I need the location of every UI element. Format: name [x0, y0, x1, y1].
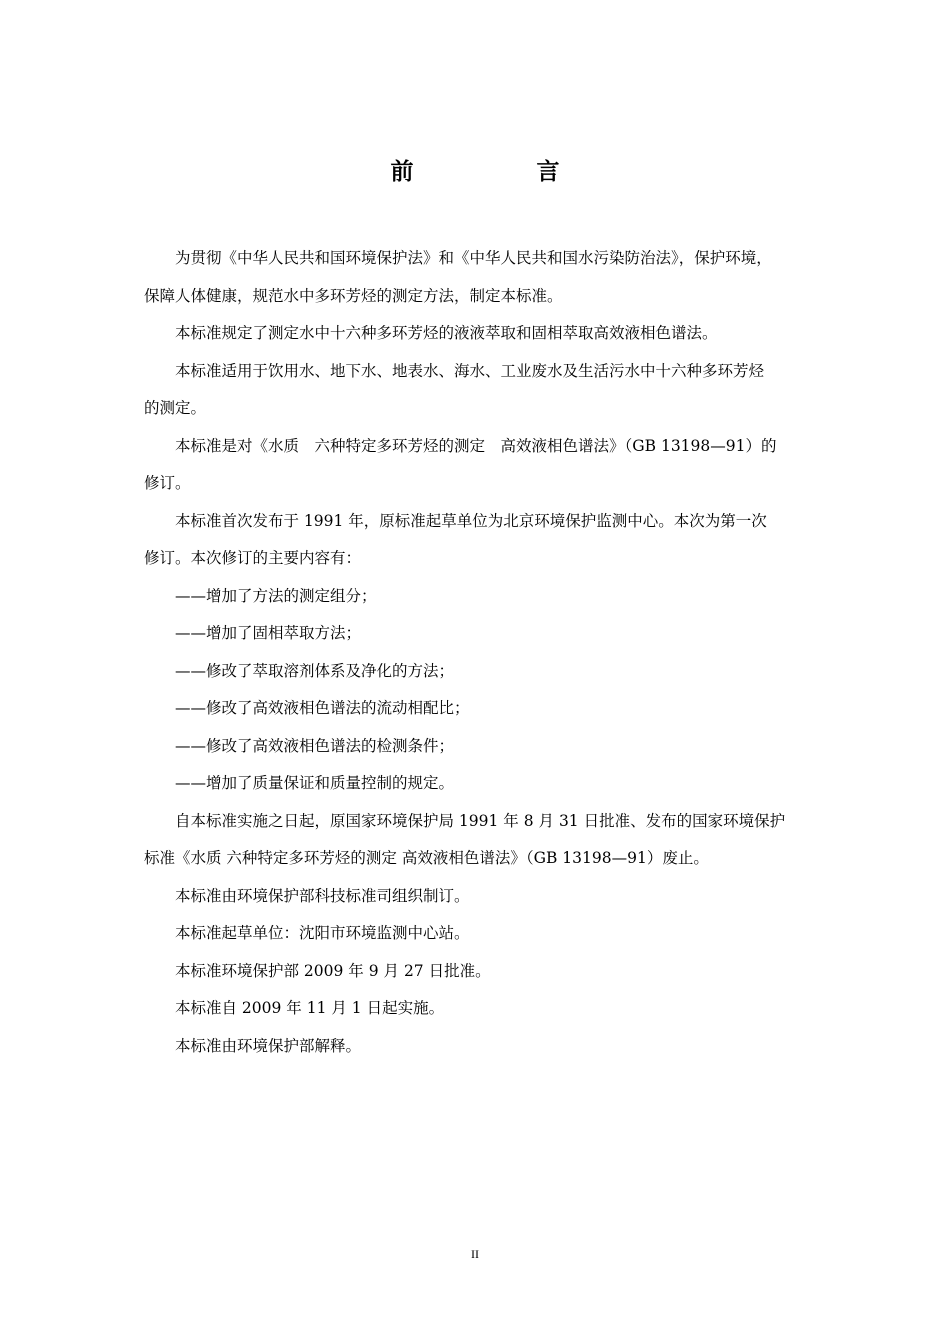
foreword-body	[144, 240, 808, 1065]
paragraph-line: 本标准适用于饮用水、地下水、地表水、海水、工业废水及生活污水中十六种多环芳烃	[175, 361, 765, 380]
paragraph-line: 本标准规定了测定水中十六种多环芳烃的液液萃取和固相萃取高效液相色谱法。	[175, 324, 718, 342]
paragraph-line: 修订。	[144, 474, 191, 492]
paragraph-line: 为贯彻《中华人民共和国环境保护法》和《中华人民共和国水污染防治法》，保护环境，	[175, 249, 772, 267]
revision-item: ——修改了萃取溶剂体系及净化的方法；	[175, 661, 455, 680]
paragraph-line: 标准《水质 六种特定多环芳烃的测定 高效液相色谱法》（GB 13198—91）废止。	[144, 849, 709, 867]
paragraph-line: 本标准自 2009 年 11 月 1 日起实施。	[175, 999, 445, 1017]
paragraph-line: 本标准环境保护部 2009 年 9 月 27 日批准。	[175, 961, 491, 980]
paragraph-line: 本标准是对《水质 六种特定多环芳烃的测定 高效液相色谱法》（GB 13198—91）的	[175, 436, 777, 455]
paragraph-organizer	[144, 878, 808, 916]
paragraph-approval	[144, 953, 808, 991]
paragraph-drafter	[144, 915, 808, 953]
paragraph-line: 本标准由环境保护部解释。	[175, 1036, 362, 1055]
revision-item: ——修改了高效液相色谱法的流动相配比；	[175, 699, 470, 717]
paragraph-line: 本标准首次发布于 1991 年，原标准起草单位为北京环境保护监测中心。本次为第一次	[175, 511, 767, 530]
page-number: II	[471, 1247, 479, 1261]
paragraph-line: 本标准由环境保护部科技标准司组织制订。	[175, 886, 470, 905]
revision-item: ——修改了高效液相色谱法的检测条件；	[175, 736, 455, 755]
paragraph-line: 修订。本次修订的主要内容有：	[144, 549, 362, 567]
paragraph-line: 保障人体健康，规范水中多环芳烃的测定方法，制定本标准。	[144, 286, 563, 305]
revision-item: ——增加了质量保证和质量控制的规定。	[175, 774, 455, 792]
revision-item: ——增加了固相萃取方法；	[175, 624, 362, 642]
paragraph-line: 的测定。	[144, 399, 207, 417]
paragraph-line: 自本标准实施之日起，原国家环境保护局 1991 年 8 月 31 日批准、发布的国家环境保护	[175, 811, 786, 830]
paragraph-purpose	[144, 240, 808, 315]
paragraph-line: 本标准起草单位：沈阳市环境监测中心站。	[175, 924, 470, 942]
revision-item: ——增加了方法的测定组分；	[175, 586, 377, 605]
paragraph-revision-of	[144, 428, 808, 503]
paragraph-scope	[144, 315, 808, 353]
paragraph-abolition	[144, 803, 808, 878]
paragraph-history	[144, 503, 808, 578]
paragraph-interpretation	[144, 1028, 808, 1066]
page-title: 前 言	[390, 159, 610, 185]
paragraph-effective-date	[144, 990, 808, 1028]
paragraph-applicability	[144, 353, 808, 428]
